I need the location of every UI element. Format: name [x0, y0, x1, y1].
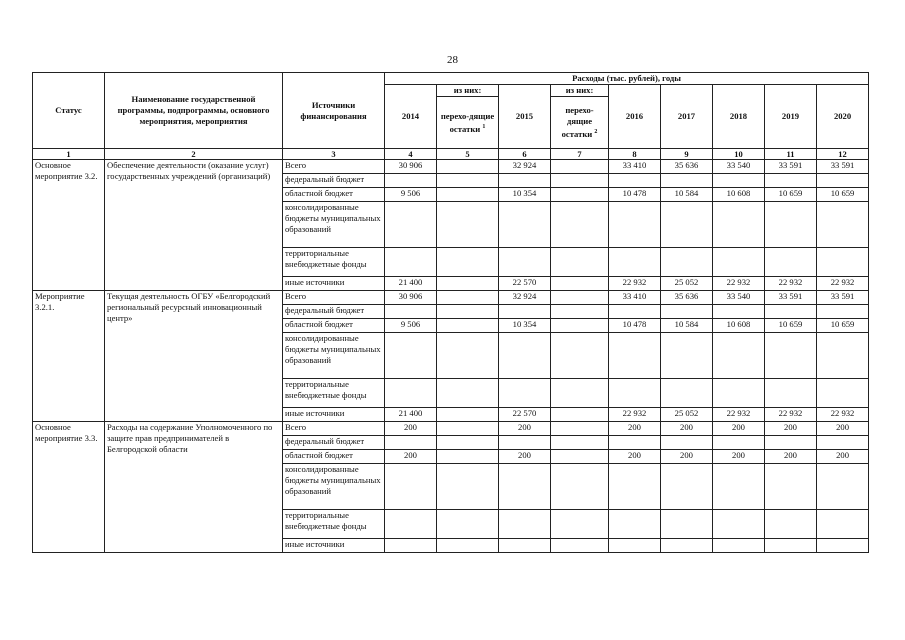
status-cell: Основное мероприятие 3.3. [33, 422, 105, 553]
value-cell [551, 379, 609, 408]
value-cell [765, 202, 817, 248]
value-cell [661, 539, 713, 553]
value-cell: 22 570 [499, 408, 551, 422]
value-cell [551, 305, 609, 319]
value-cell [713, 510, 765, 539]
value-cell [713, 436, 765, 450]
value-cell: 9 506 [385, 319, 437, 333]
value-cell [765, 333, 817, 379]
value-cell: 22 932 [765, 408, 817, 422]
value-cell: 35 636 [661, 160, 713, 174]
header-sources: Источники финансирования [283, 73, 385, 149]
header-year-2017: 2017 [661, 85, 713, 149]
value-cell: 33 540 [713, 160, 765, 174]
value-cell [713, 202, 765, 248]
value-cell [765, 436, 817, 450]
value-cell [551, 436, 609, 450]
value-cell: 10 478 [609, 319, 661, 333]
table-row [33, 160, 869, 174]
status-cell: Мероприятие 3.2.1. [33, 291, 105, 422]
header-of-them-2: из них: [551, 85, 609, 97]
value-cell [713, 333, 765, 379]
value-cell [437, 174, 499, 188]
value-cell [437, 188, 499, 202]
value-cell [385, 379, 437, 408]
column-number: 7 [551, 149, 609, 160]
value-cell [609, 333, 661, 379]
value-cell [551, 188, 609, 202]
value-cell: 10 659 [817, 319, 869, 333]
value-cell [385, 305, 437, 319]
source-cell: иные источники [283, 408, 385, 422]
value-cell: 25 052 [661, 277, 713, 291]
header-expenses: Расходы (тыс. рублей), годы [385, 73, 869, 85]
value-cell [765, 510, 817, 539]
column-number: 10 [713, 149, 765, 160]
value-cell: 30 906 [385, 291, 437, 305]
value-cell [765, 174, 817, 188]
column-number: 1 [33, 149, 105, 160]
value-cell [551, 510, 609, 539]
source-cell: федеральный бюджет [283, 174, 385, 188]
value-cell: 200 [609, 422, 661, 436]
value-cell [817, 174, 869, 188]
value-cell: 200 [817, 422, 869, 436]
value-cell: 22 932 [765, 277, 817, 291]
value-cell [609, 305, 661, 319]
source-cell: Всего [283, 291, 385, 305]
value-cell: 200 [817, 450, 869, 464]
value-cell [817, 510, 869, 539]
column-number: 12 [817, 149, 869, 160]
header-carryover-2: перехо-дящие остатки $^2$ [551, 97, 609, 149]
header-year-2020: 2020 [817, 85, 869, 149]
column-number: 4 [385, 149, 437, 160]
value-cell [551, 277, 609, 291]
value-cell [437, 408, 499, 422]
value-cell [499, 539, 551, 553]
value-cell: 10 354 [499, 188, 551, 202]
header-status: Статус [33, 73, 105, 149]
value-cell [609, 174, 661, 188]
value-cell [661, 248, 713, 277]
value-cell: 200 [499, 450, 551, 464]
value-cell: 10 659 [765, 188, 817, 202]
status-cell: Основное мероприятие 3.2. [33, 160, 105, 291]
budget-table [32, 72, 869, 553]
value-cell: 33 591 [817, 291, 869, 305]
value-cell [499, 174, 551, 188]
value-cell [817, 305, 869, 319]
value-cell [437, 160, 499, 174]
value-cell [661, 174, 713, 188]
value-cell: 10 354 [499, 319, 551, 333]
header-year-2019: 2019 [765, 85, 817, 149]
value-cell: 35 636 [661, 291, 713, 305]
source-cell: Всего [283, 422, 385, 436]
source-cell: консолидированные бюджеты муниципальных образований [283, 464, 385, 510]
value-cell [499, 510, 551, 539]
value-cell [609, 436, 661, 450]
value-cell [385, 174, 437, 188]
value-cell [437, 422, 499, 436]
value-cell [551, 408, 609, 422]
value-cell [765, 305, 817, 319]
value-cell: 10 584 [661, 188, 713, 202]
value-cell [817, 539, 869, 553]
value-cell [551, 422, 609, 436]
value-cell [609, 248, 661, 277]
column-number: 9 [661, 149, 713, 160]
value-cell [609, 464, 661, 510]
value-cell: 200 [385, 422, 437, 436]
value-cell [765, 379, 817, 408]
source-cell: Всего [283, 160, 385, 174]
value-cell [499, 464, 551, 510]
value-cell [551, 333, 609, 379]
value-cell [609, 202, 661, 248]
value-cell [817, 202, 869, 248]
value-cell [765, 248, 817, 277]
table-row [33, 291, 869, 305]
page-number: 28 [447, 54, 458, 66]
value-cell: 22 932 [609, 408, 661, 422]
value-cell [385, 248, 437, 277]
value-cell [499, 305, 551, 319]
value-cell: 10 659 [765, 319, 817, 333]
header-year-2018: 2018 [713, 85, 765, 149]
value-cell: 32 924 [499, 160, 551, 174]
source-cell: консолидированные бюджеты муниципальных образований [283, 333, 385, 379]
value-cell [817, 436, 869, 450]
value-cell: 33 410 [609, 160, 661, 174]
value-cell: 21 400 [385, 277, 437, 291]
source-cell: территориальные внебюджетные фонды [283, 510, 385, 539]
value-cell [437, 333, 499, 379]
value-cell [661, 510, 713, 539]
value-cell [437, 305, 499, 319]
source-cell: территориальные внебюджетные фонды [283, 379, 385, 408]
column-number: 11 [765, 149, 817, 160]
value-cell [551, 464, 609, 510]
value-cell: 10 478 [609, 188, 661, 202]
header-year-2016: 2016 [609, 85, 661, 149]
value-cell [437, 291, 499, 305]
value-cell: 200 [765, 422, 817, 436]
column-number: 8 [609, 149, 661, 160]
value-cell [499, 248, 551, 277]
column-number: 2 [105, 149, 283, 160]
value-cell [551, 539, 609, 553]
header-name: Наименование государственной программы, подпрограммы, основного мероприятия, мероприятия [105, 73, 283, 149]
header-year-2015: 2015 [499, 85, 551, 149]
value-cell: 33 591 [765, 291, 817, 305]
value-cell [385, 436, 437, 450]
value-cell [609, 510, 661, 539]
value-cell [765, 539, 817, 553]
source-cell: федеральный бюджет [283, 305, 385, 319]
value-cell [713, 539, 765, 553]
source-cell: областной бюджет [283, 450, 385, 464]
value-cell [609, 379, 661, 408]
value-cell: 10 608 [713, 188, 765, 202]
value-cell: 22 932 [817, 408, 869, 422]
source-cell: консолидированные бюджеты муниципальных образований [283, 202, 385, 248]
value-cell: 33 591 [765, 160, 817, 174]
source-cell: иные источники [283, 539, 385, 553]
value-cell [551, 450, 609, 464]
value-cell: 30 906 [385, 160, 437, 174]
value-cell: 200 [609, 450, 661, 464]
name-cell: Текущая деятельность ОГБУ «Белгородский региональный ресурсный инновационный центр» [105, 291, 283, 422]
value-cell: 22 932 [817, 277, 869, 291]
value-cell: 10 659 [817, 188, 869, 202]
value-cell [551, 291, 609, 305]
value-cell: 200 [713, 422, 765, 436]
value-cell: 22 932 [609, 277, 661, 291]
value-cell [437, 319, 499, 333]
value-cell: 22 570 [499, 277, 551, 291]
value-cell: 33 540 [713, 291, 765, 305]
value-cell [817, 464, 869, 510]
value-cell: 22 932 [713, 408, 765, 422]
value-cell: 200 [661, 422, 713, 436]
value-cell [385, 464, 437, 510]
column-number-row [33, 149, 869, 160]
value-cell [385, 333, 437, 379]
value-cell [661, 379, 713, 408]
source-cell: областной бюджет [283, 188, 385, 202]
value-cell [437, 379, 499, 408]
table-row [33, 422, 869, 436]
column-number: 6 [499, 149, 551, 160]
source-cell: иные источники [283, 277, 385, 291]
value-cell: 25 052 [661, 408, 713, 422]
value-cell [437, 510, 499, 539]
name-cell: Расходы на содержание Уполномоченного по защите прав предпринимателей в Белгородской области [105, 422, 283, 553]
header-carryover-1: перехо-дящие остатки $^1$ [437, 97, 499, 149]
value-cell [765, 464, 817, 510]
value-cell [499, 436, 551, 450]
column-number: 5 [437, 149, 499, 160]
source-cell: федеральный бюджет [283, 436, 385, 450]
value-cell [551, 174, 609, 188]
value-cell [437, 248, 499, 277]
value-cell [609, 539, 661, 553]
value-cell [551, 160, 609, 174]
value-cell [661, 333, 713, 379]
value-cell: 21 400 [385, 408, 437, 422]
value-cell: 200 [499, 422, 551, 436]
value-cell [713, 174, 765, 188]
value-cell [437, 539, 499, 553]
source-cell: территориальные внебюджетные фонды [283, 248, 385, 277]
value-cell [437, 277, 499, 291]
value-cell: 10 584 [661, 319, 713, 333]
value-cell [661, 464, 713, 510]
value-cell: 33 410 [609, 291, 661, 305]
value-cell [385, 202, 437, 248]
value-cell [551, 248, 609, 277]
value-cell [713, 305, 765, 319]
column-number: 3 [283, 149, 385, 160]
value-cell [385, 510, 437, 539]
value-cell: 22 932 [713, 277, 765, 291]
value-cell [817, 333, 869, 379]
value-cell: 200 [385, 450, 437, 464]
value-cell [817, 379, 869, 408]
header-year-2014: 2014 [385, 85, 437, 149]
value-cell: 9 506 [385, 188, 437, 202]
value-cell [817, 248, 869, 277]
value-cell [437, 436, 499, 450]
header-of-them-1: из них: [437, 85, 499, 97]
value-cell [713, 464, 765, 510]
value-cell [437, 464, 499, 510]
value-cell [661, 202, 713, 248]
value-cell: 10 608 [713, 319, 765, 333]
value-cell: 32 924 [499, 291, 551, 305]
value-cell: 200 [765, 450, 817, 464]
value-cell [661, 436, 713, 450]
value-cell: 33 591 [817, 160, 869, 174]
value-cell [499, 333, 551, 379]
value-cell [551, 319, 609, 333]
source-cell: областной бюджет [283, 319, 385, 333]
value-cell [551, 202, 609, 248]
value-cell: 200 [661, 450, 713, 464]
value-cell: 200 [713, 450, 765, 464]
name-cell: Обеспечение деятельности (оказание услуг) государственных учреждений (организаций) [105, 160, 283, 291]
value-cell [661, 305, 713, 319]
value-cell [499, 202, 551, 248]
value-cell [499, 379, 551, 408]
value-cell [713, 379, 765, 408]
value-cell [385, 539, 437, 553]
value-cell [437, 202, 499, 248]
value-cell [713, 248, 765, 277]
value-cell [437, 450, 499, 464]
